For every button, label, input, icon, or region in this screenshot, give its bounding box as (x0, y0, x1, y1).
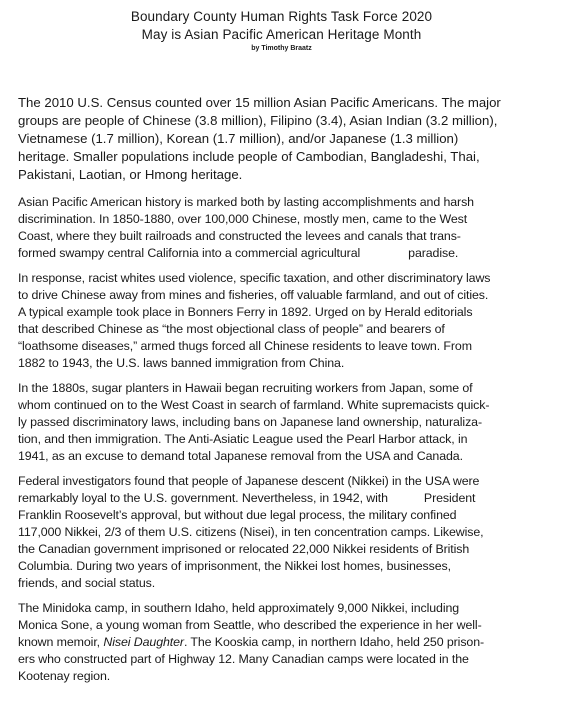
text-line: tion, and then immigration. The Anti-Asiatic League used the Pearl Harbor attack, in (18, 432, 468, 446)
text-line: In response, racist whites used violence, specific taxation, and other discriminatory laws (18, 271, 491, 285)
text-line: Vietnamese (1.7 million), Korean (1.7 million), and/or Japanese (1.3 million) (18, 131, 459, 146)
paragraph-census (18, 94, 556, 184)
text-line: In the 1880s, sugar planters in Hawaii began recruiting workers from Japan, some of (18, 381, 473, 395)
text-line: groups are people of Chinese (3.8 million), Filipino (3.4), Asian Indian (3.2 million), (18, 113, 498, 128)
text-line (18, 490, 556, 507)
article-body (18, 94, 556, 693)
text-fragment: formed swampy central California into a commercial agricultural (18, 246, 361, 260)
text-line: ers who constructed part of Highway 12. Many Canadian camps were located in the (18, 652, 469, 666)
text-line: Coast, where they built railroads and constructed the levees and canals that trans- (18, 229, 461, 243)
text-line: Federal investigators found that people of Japanese descent (Nikkei) in the USA were (18, 474, 480, 488)
text-line: Pakistani, Laotian, or Hmong heritage. (18, 167, 243, 182)
text-fragment: known memoir, (18, 635, 104, 649)
paragraph-response (18, 270, 556, 372)
text-line: to drive Chinese away from mines and fisheries, off valuable farmland, and out of cities. (18, 288, 489, 302)
text-line (18, 634, 556, 651)
text-fragment: . The Kooskia camp, in northern Idaho, held 250 prison- (183, 635, 485, 649)
document-title: Boundary County Human Rights Task Force 2020 (130, 9, 433, 24)
text-line: that described Chinese as “the most objectional class of people” and bearers of (18, 322, 445, 336)
document-subtitle: May is Asian Pacific American Heritage Month (141, 27, 422, 42)
text-line: friends, and social status. (18, 576, 156, 590)
text-line: The Minidoka camp, in southern Idaho, held approximately 9,000 Nikkei, including (18, 601, 460, 615)
text-line: 1882 to 1943, the U.S. laws banned immigration from China. (18, 356, 345, 370)
paragraph-internment (18, 473, 556, 592)
author-byline: by Timothy Braatz (251, 45, 312, 52)
text-line: Monica Sone, a young woman from Seattle, who described the experience in her well- (18, 618, 482, 632)
text-line: Asian Pacific American history is marked both by lasting accomplishments and harsh (18, 195, 474, 209)
text-line: Columbia. During two years of imprisonment, the Nikkei lost homes, businesses, (18, 559, 451, 573)
paragraph-japan (18, 380, 556, 465)
text-line: “loathsome diseases,” armed thugs forced all Chinese residents to leave town. From (18, 339, 472, 353)
text-line: Kootenay region. (18, 669, 111, 683)
book-title: Nisei Daughter (103, 635, 184, 649)
text-line: whom continued on to the West Coast in search of farmland. White supremacists quick- (18, 398, 490, 412)
document-header (0, 8, 563, 54)
text-line (18, 245, 556, 262)
text-line: the Canadian government imprisoned or relocated 22,000 Nikkei residents of British (18, 542, 470, 556)
text-fragment: paradise. (408, 246, 459, 260)
text-fragment: remarkably loyal to the U.S. government. Nevertheless, in 1942, with (18, 491, 388, 505)
text-line: discrimination. In 1850-1880, over 100,000 Chinese, mostly men, came to the West (18, 212, 468, 226)
text-line: Franklin Roosevelt’s approval, but without due legal process, the military confined (18, 508, 457, 522)
paragraph-history (18, 194, 556, 262)
paragraph-camps (18, 600, 556, 685)
text-line: The 2010 U.S. Census counted over 15 million Asian Pacific Americans. The major (18, 95, 501, 110)
text-fragment: President (423, 491, 476, 505)
text-line: 1941, as an excuse to demand total Japanese removal from the USA and Canada. (18, 449, 463, 463)
text-line: 117,000 Nikkei, 2/3 of them U.S. citizens (Nisei), in ten concentration camps. Likewise, (18, 525, 484, 539)
text-line: A typical example took place in Bonners Ferry in 1892. Urged on by Herald editorials (18, 305, 473, 319)
text-line: ly passed discriminatory laws, including bans on Japanese land ownership, naturaliza- (18, 415, 482, 429)
text-line: heritage. Smaller populations include people of Cambodian, Bangladeshi, Thai, (18, 149, 480, 164)
